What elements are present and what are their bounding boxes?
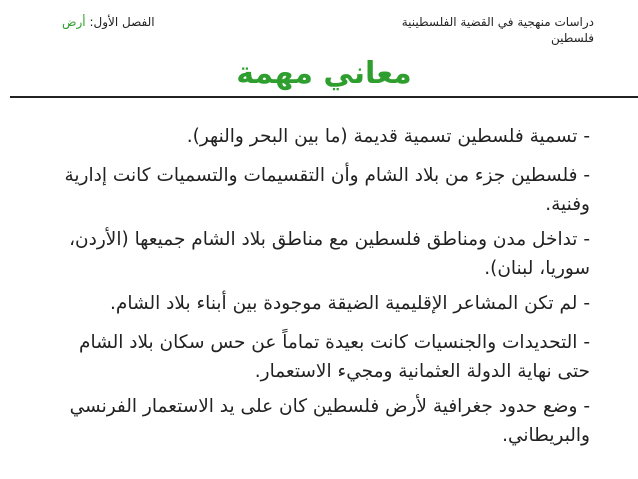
chapter-label xyxy=(62,14,155,30)
chapter-subject: أرض xyxy=(62,15,86,29)
slide-header xyxy=(0,8,638,48)
chapter-number: الفصل الأول: xyxy=(89,15,155,29)
bullet-item: - تداخل مدن ومناطق فلسطين مع مناطق بلاد الشام جميعها (الأردن، سوريا، لبنان). xyxy=(69,229,590,279)
slide-title: معاني مهمة xyxy=(236,56,412,91)
bullet-item: - التحديدات والجنسيات كانت بعيدة تماماً عن حس سكان بلاد الشام حتى نهاية الدولة العثمانية ومجيء الاستعمار. xyxy=(78,332,590,382)
bullet-item: - وضع حدود جغرافية لأرض فلسطين كان على يد الاستعمار الفرنسي والبريطاني. xyxy=(69,396,590,446)
title-bar xyxy=(10,52,638,98)
bullet-list xyxy=(60,122,590,450)
course-title: دراسات منهجية في القضية الفلسطينية فلسطين xyxy=(401,15,594,45)
bullet-item: - فلسطين جزء من بلاد الشام وأن التقسيمات والتسميات كانت إدارية وفنية. xyxy=(64,165,590,215)
bullet-item: - تسمية فلسطين تسمية قديمة (ما بين البحر والنهر). xyxy=(186,126,590,147)
bullet-item: - لم تكن المشاعر الإقليمية الضيقة موجودة بين أبناء بلاد الشام. xyxy=(110,293,590,314)
